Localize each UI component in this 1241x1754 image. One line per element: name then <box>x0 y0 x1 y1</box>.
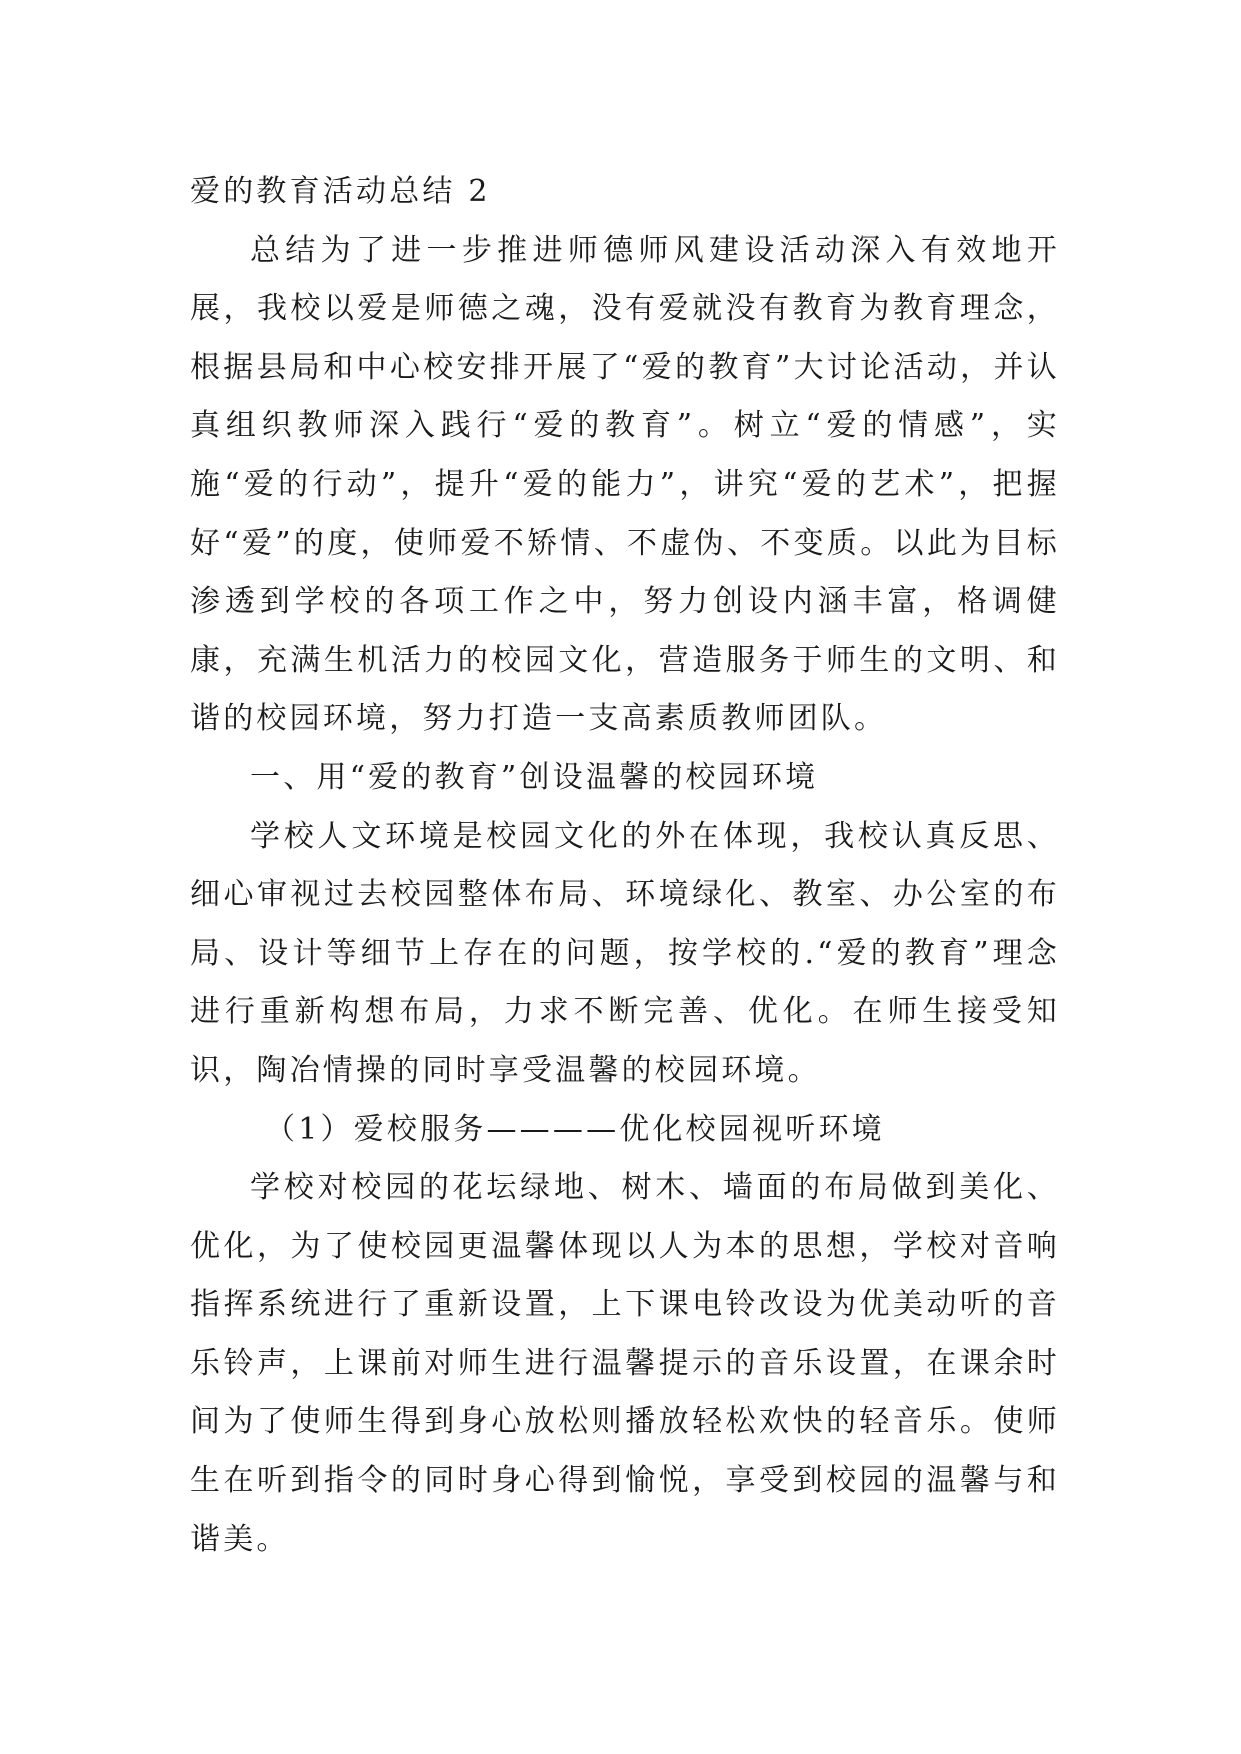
section-heading-1: 一、用“爱的教育”创设温馨的校园环境 <box>250 759 819 795</box>
intro-paragraph: 总结为了进一步推进师德师风建设活动深入有效地开展，我校以爱是师德之魂，没有爱就没有教育为教育理念，根据县局和中心校安排开展了“爱的教育”大讨论活动，并认真组织教师深入践行“爱的教育”。树立“爱的情感”，实施“爱的行动”，提升“爱的能力”，讲究“爱的艺术”，把握好“爱”的度，使师爱不矫情、不虚伪、不变质。以此为目标渗透到学校的各项工作之中，努力创设内涵丰富，格调健康，充满生机活力的校园文化，营造服务于师生的文明、和谐的校园环境，努力打造一支高素质教师团队。 <box>190 232 1060 737</box>
document-title: 爱的教育活动总结 2 <box>190 174 491 209</box>
document-body <box>190 163 1060 1569</box>
subsection-heading-1: （1）爱校服务————优化校园视听环境 <box>265 1111 885 1147</box>
subsection-paragraph-1: 学校对校园的花坛绿地、树木、墙面的布局做到美化、优化，为了使校园更温馨体现以人为本的思想，学校对音响指挥系统进行了重新设置，上下课电铃改设为优美动听的音乐铃声，上课前对师生进行温馨提示的音乐设置，在课余时间为了使师生得到身心放松则播放轻松欢快的轻音乐。使师生在听到指令的同时身心得到愉悦，享受到校园的温馨与和谐美。 <box>190 1170 1060 1557</box>
section-paragraph-1: 学校人文环境是校园文化的外在体现，我校认真反思、细心审视过去校园整体布局、环境绿化、教室、办公室的布局、设计等细节上存在的问题，按学校的.“爱的教育”理念进行重新构想布局，力求不断完善、优化。在师生接受知识，陶冶情操的同时享受温馨的校园环境。 <box>190 818 1060 1088</box>
